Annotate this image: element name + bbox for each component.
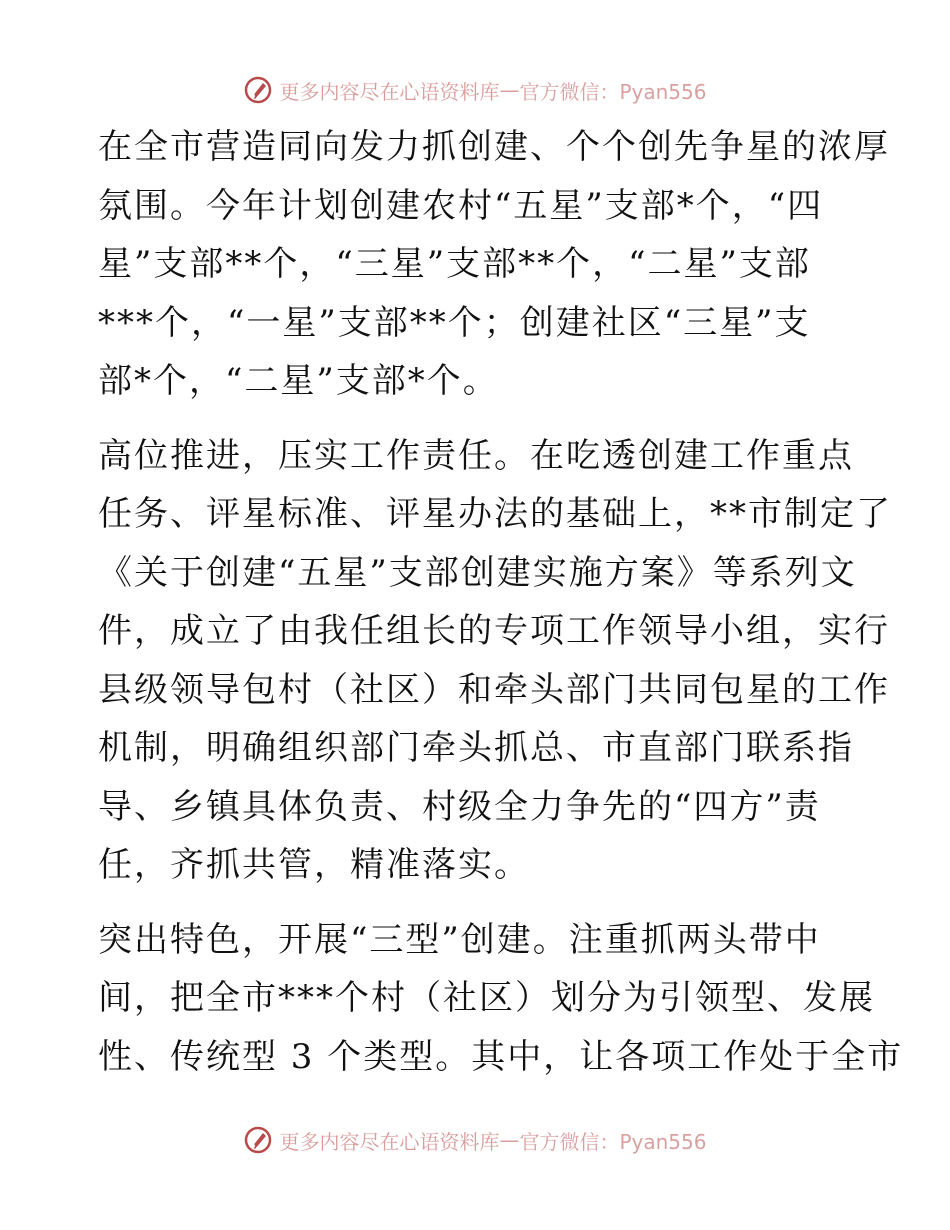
pen-logo-icon (243, 1125, 273, 1155)
text-line: 间，把全市***个村（社区）划分为引领型、发展 (98, 978, 875, 1018)
footer-watermark (0, 1120, 950, 1160)
text-line: 在全市营造同向发力抓创建、个个创先争星的浓厚 (98, 127, 890, 167)
text-line: 机制，明确组织部门牵头抓总、市直部门联系指 (98, 728, 854, 768)
watermark-text: 更多内容尽在心语资料库 (279, 79, 500, 104)
watermark-dash: — (499, 1128, 520, 1152)
paragraph-2 (98, 427, 892, 895)
pen-logo-icon (243, 75, 273, 105)
text-line: 《关于创建“五星”支部创建实施方案》等系列文 (98, 552, 857, 593)
text-line: 部*个，“二星”支部*个。 (98, 361, 499, 401)
text-line: 任务、评星标准、评星办法的基础上，**市制定了 (98, 494, 892, 534)
text-line: ***个，“一星”支部**个；创建社区“三星”支 (98, 302, 811, 343)
watermark-dash: — (499, 78, 520, 102)
text-line: 星”支部**个，“三星”支部**个，“二星”支部 (98, 244, 811, 284)
watermark-wechat: 官方微信：Pyan556 (519, 1129, 707, 1154)
paragraph-3 (98, 911, 904, 1087)
text-line: 氛围。今年计划创建农村“五星”支部*个，“四 (98, 185, 824, 226)
text-line: 件，成立了由我任组长的专项工作领导小组，实行 (98, 611, 890, 651)
watermark-wechat: 官方微信：Pyan556 (519, 79, 707, 104)
text-line: 任，齐抓共管，精准落实。 (98, 845, 530, 885)
paragraph-1 (98, 118, 890, 411)
document-body (98, 118, 904, 1086)
text-line: 高位推进，压实工作责任。在吃透创建工作重点 (98, 435, 854, 476)
header-watermark (0, 70, 950, 110)
text-line: 导、乡镇具体负责、村级全力争先的“四方”责 (98, 786, 821, 827)
text-line: 性、传统型 3 个类型。其中，让各项工作处于全市 (98, 1036, 904, 1077)
text-line: 突出特色，开展“三型”创建。注重抓两头带中 (98, 919, 821, 960)
watermark-text: 更多内容尽在心语资料库 (279, 1129, 500, 1154)
text-line: 县级领导包村（社区）和牵头部门共同包星的工作 (98, 669, 890, 710)
